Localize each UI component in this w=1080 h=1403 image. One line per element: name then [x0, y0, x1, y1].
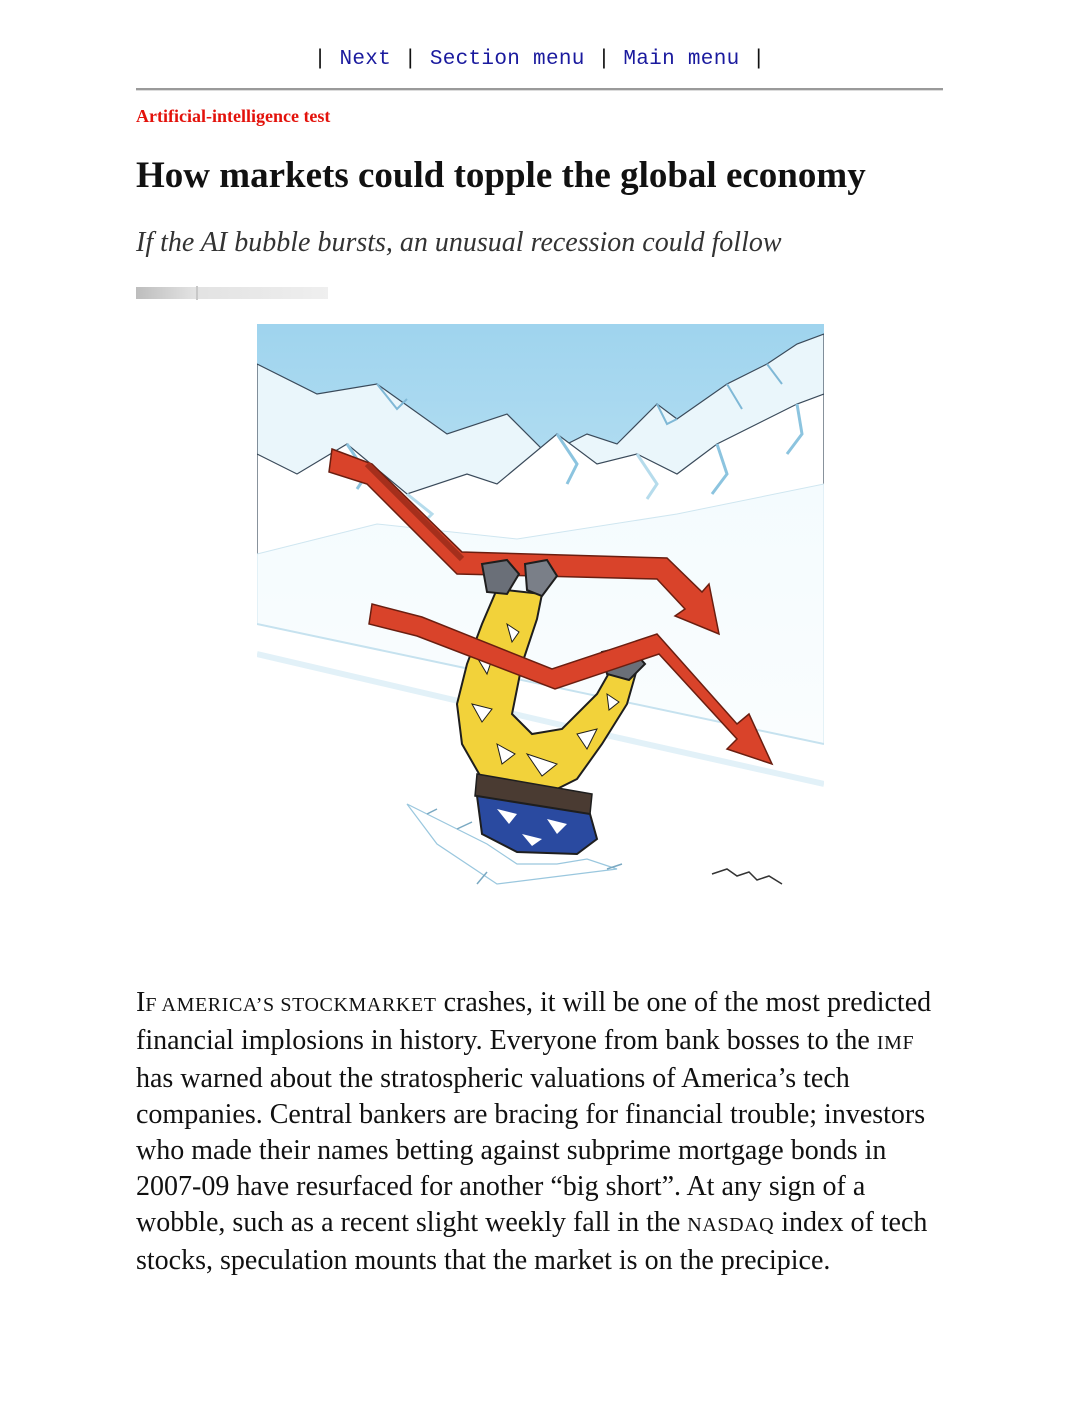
lead-smallcaps: F AMERICA’S STOCKMARKET [145, 994, 437, 1016]
nav-separator: | [597, 48, 611, 71]
article-body-paragraph [136, 985, 944, 1279]
section-menu-link[interactable]: Section menu [429, 48, 585, 71]
nav-separator: | [313, 48, 327, 71]
body-text-part1: crashes, it will be one of the most predicted financial implosions in history. Everyone from bank bosses to the [136, 987, 932, 1056]
body-text-part3: index of tech stocks, speculation mounts that the market is on the precipice. [136, 1207, 928, 1276]
skier-falling-illustration [257, 324, 824, 955]
drop-cap: I [136, 987, 146, 1018]
top-navigation [136, 48, 943, 71]
header-divider [136, 88, 943, 91]
article-headline: How markets could topple the global economy [136, 155, 866, 196]
article-kicker: Artificial-intelligence test [136, 106, 331, 126]
redacted-byline [136, 286, 328, 300]
next-link[interactable]: Next [339, 48, 392, 71]
nav-separator: | [404, 48, 417, 71]
body-text-part2: has warned about the stratospheric valuations of America’s tech companies. Central bankers are bracing for financial trouble; investors who made their names betting against subprime mortgage bonds in 2007-09 have resurfaced for another “big short”. At any sign of a wobble, such as a recent slight weekly fall in the [136, 1063, 926, 1238]
article-illustration [257, 324, 824, 955]
imf-abbreviation: IMF [876, 1032, 915, 1054]
main-menu-link[interactable]: Main menu [623, 48, 740, 71]
nav-separator: | [752, 48, 766, 71]
nasdaq-abbreviation: NASDAQ [687, 1214, 775, 1236]
article-subhead: If the AI bubble bursts, an unusual recession could follow [136, 227, 782, 258]
